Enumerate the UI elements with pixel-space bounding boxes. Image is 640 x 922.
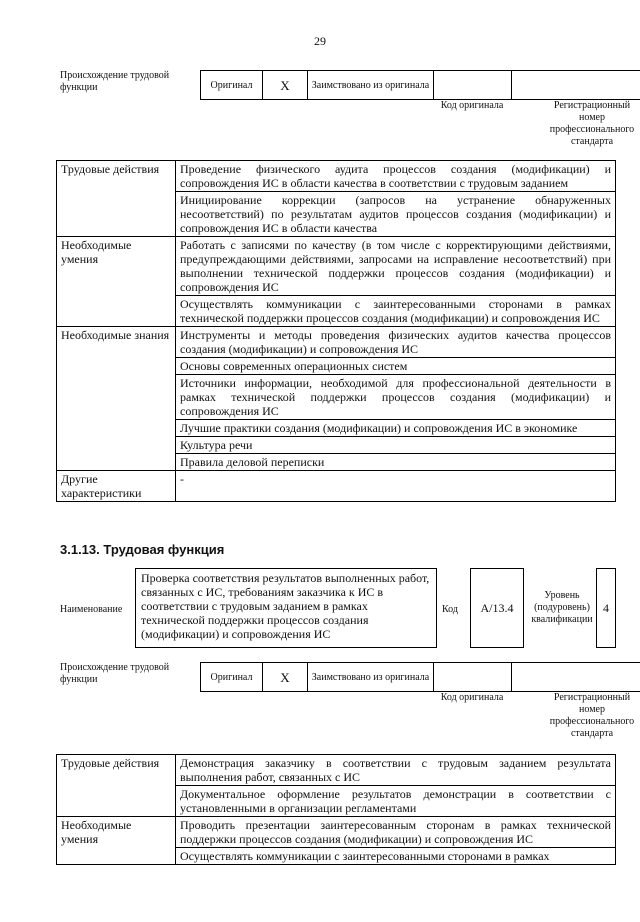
table-cell: - bbox=[176, 471, 616, 502]
name-label: Наименование bbox=[60, 604, 123, 615]
borrowed-label: Заимствовано из оригинала bbox=[308, 71, 434, 99]
code-value: A/13.4 bbox=[470, 568, 524, 648]
page-number: 29 bbox=[314, 34, 326, 48]
code-label: Код bbox=[442, 604, 458, 615]
table-cell: Документальное оформление результатов демонстрации в соответствии с установленными в организации регламентами bbox=[176, 786, 616, 817]
row-header: Трудовые действия bbox=[57, 161, 176, 237]
row-header: Необходимые умения bbox=[57, 237, 176, 327]
function-table bbox=[56, 160, 616, 502]
table-cell: Источники информации, необходимой для профессиональной деятельности в рамках технической поддержки процессов создания (модификации) и сопровождения ИС bbox=[176, 375, 616, 420]
table-cell: Демонстрация заказчику в соответствии с трудовым заданием результата выполнения работ, связанных с ИС bbox=[176, 755, 616, 786]
origin-block bbox=[60, 70, 635, 147]
original-code-label: Код оригинала bbox=[440, 692, 504, 703]
table-cell: Инициирование коррекции (запросов на устранение обнаруженных несоответствий) по результатам аудитов процессов создания (модификации) и сопровождения ИС в области качества bbox=[176, 192, 616, 237]
original-code-label: Код оригинала bbox=[440, 100, 504, 111]
row-header: Необходимые умения bbox=[57, 817, 176, 865]
table-cell: Правила деловой переписки bbox=[176, 454, 616, 471]
original-mark: X bbox=[263, 663, 308, 691]
table-cell: Работать с записями по качеству (в том числе с корректирующими действиями, предупреждающими действиями, запросами на исправление несоответствий) при выполнении технической поддержки процессов создания (модификации) и сопровождения ИС bbox=[176, 237, 616, 296]
table-cell: Лучшие практики создания (модификации) и сопровождения ИС в экономике bbox=[176, 420, 616, 437]
table-cell: Осуществлять коммуникации с заинтересованными сторонами в рамках технической поддержки процессов создания (модификации) и сопровождения ИС bbox=[176, 296, 616, 327]
level-value: 4 bbox=[596, 568, 616, 648]
name-value: Проверка соответствия результатов выполненных работ, связанных с ИС, требованиям заказчика к ИС в соответствии с трудовым заданием в рамках технической поддержки процессов создания (модификации) и сопровождения ИС bbox=[135, 568, 437, 648]
level-label: Уровень (подуровень) квалификации bbox=[531, 590, 593, 625]
origin-label: Происхождение трудовой функции bbox=[60, 70, 170, 93]
original-mark: X bbox=[263, 71, 308, 99]
row-header: Другие характеристики bbox=[57, 471, 176, 502]
reg-number-label: Регистрационный номер профессионального стандарта bbox=[549, 100, 635, 147]
origin-block bbox=[60, 662, 635, 739]
original-label: Оригинал bbox=[201, 71, 263, 99]
function-table bbox=[56, 754, 616, 865]
reg-number-label: Регистрационный номер профессионального стандарта bbox=[549, 692, 635, 739]
table-cell: Проведение физического аудита процессов создания (модификации) и сопровождения ИС в области качества в соответствии с трудовым заданием bbox=[176, 161, 616, 192]
table-cell: Осуществлять коммуникации с заинтересованными сторонами в рамках bbox=[176, 848, 616, 865]
borrowed-label: Заимствовано из оригинала bbox=[308, 663, 434, 691]
original-code-cell bbox=[434, 71, 512, 99]
origin-box bbox=[200, 70, 640, 100]
original-code-cell bbox=[434, 663, 512, 691]
origin-box bbox=[200, 662, 640, 692]
origin-label: Происхождение трудовой функции bbox=[60, 662, 170, 685]
row-header: Трудовые действия bbox=[57, 755, 176, 817]
function-header bbox=[60, 568, 616, 650]
reg-number-cell bbox=[512, 71, 640, 99]
reg-number-cell bbox=[512, 663, 640, 691]
table-cell: Инструменты и методы проведения физических аудитов качества процессов создания (модификации) и сопровождения ИС bbox=[176, 327, 616, 358]
row-header: Необходимые знания bbox=[57, 327, 176, 471]
section-title: 3.1.13. Трудовая функция bbox=[60, 542, 225, 557]
table-cell: Проводить презентации заинтересованным сторонам в рамках технической поддержки процессов создания (модификации) и сопровождения ИС bbox=[176, 817, 616, 848]
table-cell: Основы современных операционных систем bbox=[176, 358, 616, 375]
table-cell: Культура речи bbox=[176, 437, 616, 454]
original-label: Оригинал bbox=[201, 663, 263, 691]
